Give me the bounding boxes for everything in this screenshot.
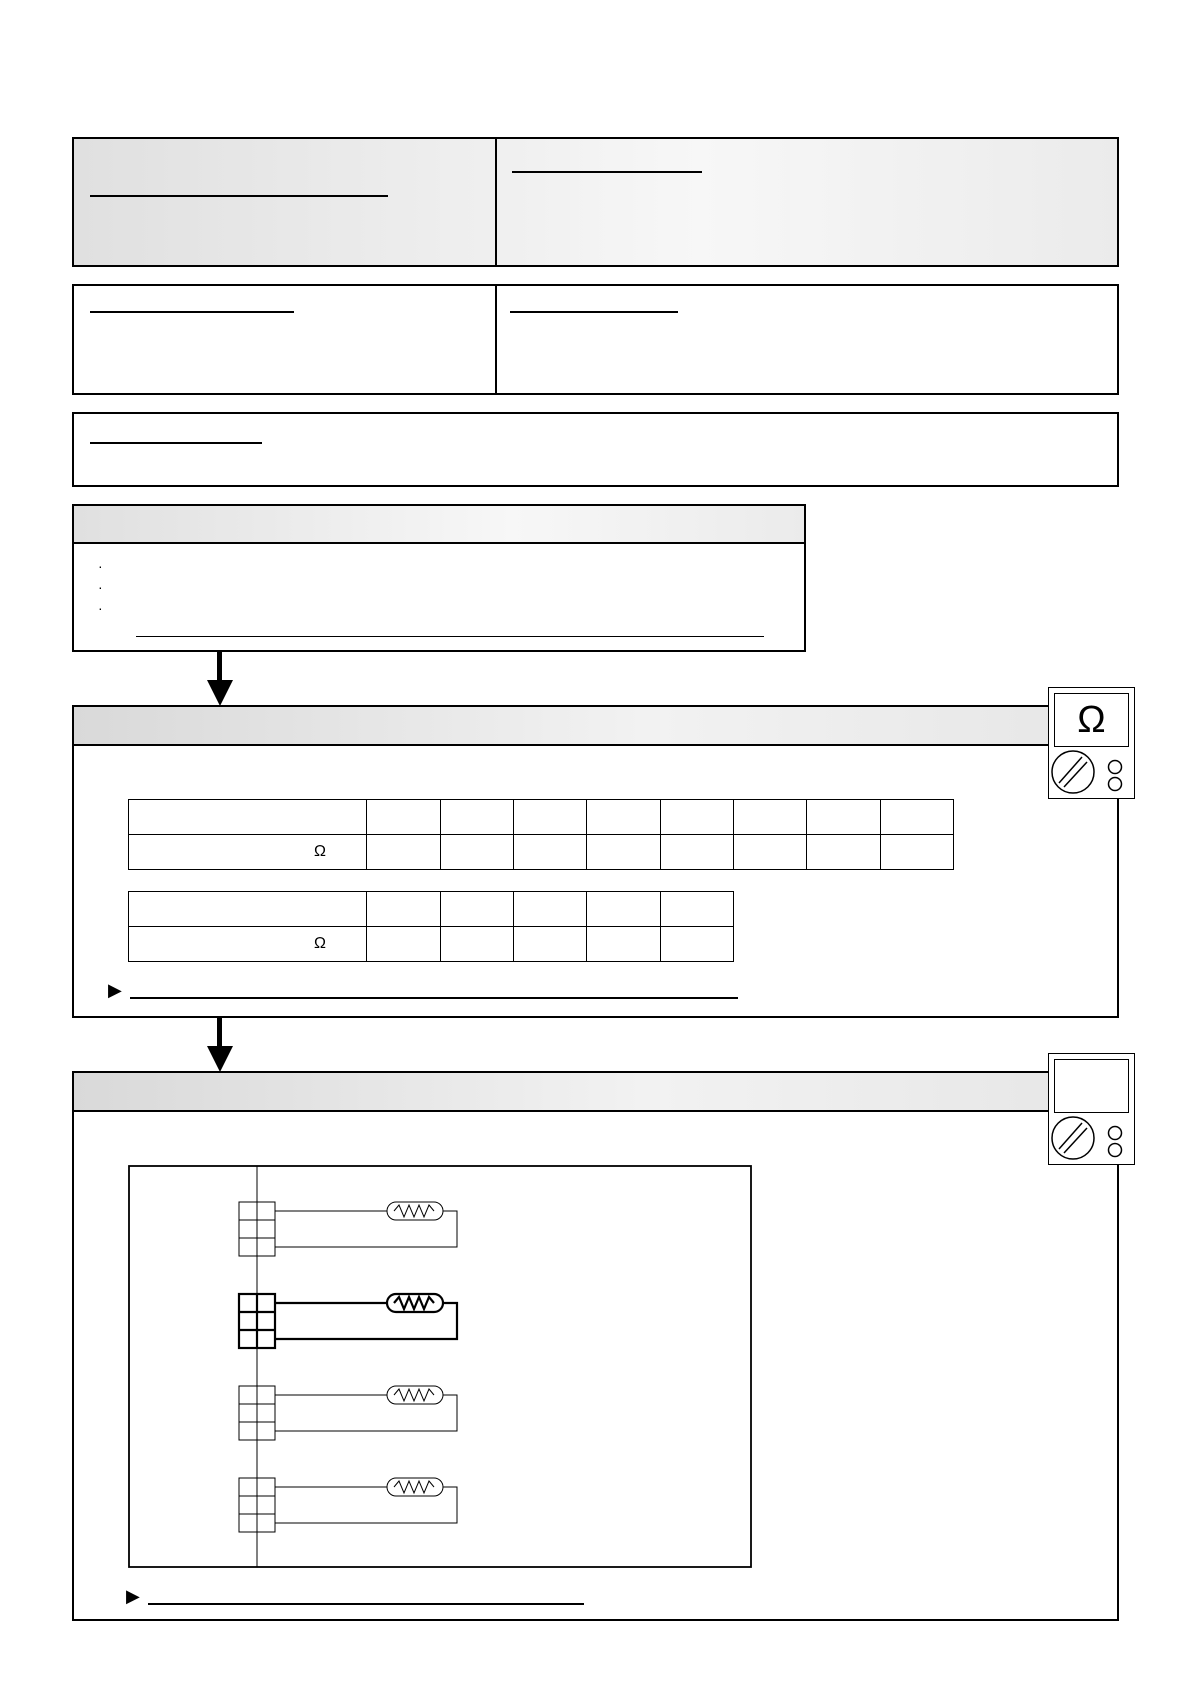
header-divider [495,139,497,265]
info-row-left-underline [90,311,294,313]
header-left-underline [90,195,388,197]
header-right-underline [512,171,702,173]
info-row-divider [495,286,497,393]
result-marker: ▶ [108,980,122,1000]
step-b-box [72,1071,1119,1621]
resistance-table-2 [128,891,734,962]
note-box-underline [90,442,262,444]
sensor-circuit-diagram [128,1165,753,1569]
thermistor-circuit-3 [239,1386,457,1440]
pre-check-box [72,504,806,652]
thermistor-circuit-1 [239,1202,457,1256]
meter-dial-icon [1048,1053,1135,1165]
step-a-box [72,705,1119,1018]
flow-arrow-shaft [217,1018,222,1048]
pre-check-underline [136,636,764,637]
step-a-result-underline [130,997,738,999]
pre-check-bullet: · [98,558,103,574]
multimeter-icon [1048,1053,1135,1165]
step-a-header [74,707,1117,746]
ohm-unit-label: Ω [314,935,326,952]
step-b-result-underline [148,1603,584,1605]
pre-check-bullet: · [98,600,103,616]
meter-display: Ω [1054,693,1129,747]
resistance-table-1 [128,799,954,870]
flow-arrow-head [207,1046,233,1072]
pre-check-header [74,506,804,544]
thermistor-circuit-4 [239,1478,457,1532]
pre-check-bullet: · [98,579,103,595]
ohmmeter-icon [1048,687,1135,799]
info-row-right-underline [510,311,678,313]
meter-dial-icon [1048,687,1135,799]
flow-arrow-head [207,680,233,706]
note-box [72,412,1119,487]
info-row-box [72,284,1119,395]
step-b-header [74,1073,1117,1112]
thermistor-circuit-2 [239,1294,457,1348]
result-marker: ▶ [126,1586,140,1606]
ohm-unit-label: Ω [314,843,326,860]
flow-arrow-shaft [217,652,222,682]
header-info-box [72,137,1119,267]
